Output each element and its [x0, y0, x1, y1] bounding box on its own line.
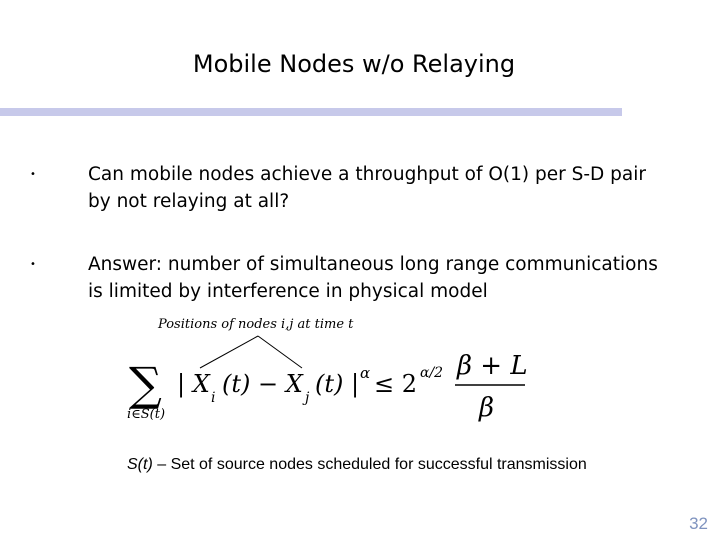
caption-text: – Set of source nodes scheduled for successful transmission: [152, 456, 587, 473]
caption-variable: S(t): [127, 456, 153, 473]
bullet-icon: •: [30, 259, 36, 270]
bullet-line: Can mobile nodes achieve a throughput of O(1) per S-D pair: [88, 164, 646, 185]
fraction-numerator: β + L: [457, 351, 528, 381]
distance-middle: (t) − X: [222, 370, 303, 398]
alpha-exponent: α: [360, 364, 371, 382]
summation-symbol: ∑: [129, 357, 162, 411]
bullet-line: by not relaying at all?: [88, 191, 290, 212]
power-exponent: α/2: [420, 365, 444, 381]
xi-subscript: i: [211, 390, 216, 406]
bullet-icon: •: [30, 169, 36, 180]
less-equal-two: ≤ 2: [374, 370, 418, 398]
xj-subscript: j: [305, 390, 310, 406]
formula-annotation: Positions of nodes i,j at time t: [158, 317, 354, 332]
fraction-denominator: β: [479, 393, 495, 423]
summation-index: i∈S(t): [127, 407, 166, 422]
slide-title: Mobile Nodes w/o Relaying: [192, 50, 516, 78]
bullet-line: is limited by interference in physical model: [88, 281, 488, 302]
page-number: 32: [689, 514, 708, 533]
annotation-pointer-right: [258, 336, 302, 368]
bullet-line: Answer: number of simultaneous long range communications: [88, 254, 658, 275]
annotation-pointer-left: [200, 336, 258, 368]
distance-close: (t) |: [315, 370, 360, 398]
distance-open: | X: [177, 370, 210, 398]
formula-caption: [127, 456, 587, 474]
